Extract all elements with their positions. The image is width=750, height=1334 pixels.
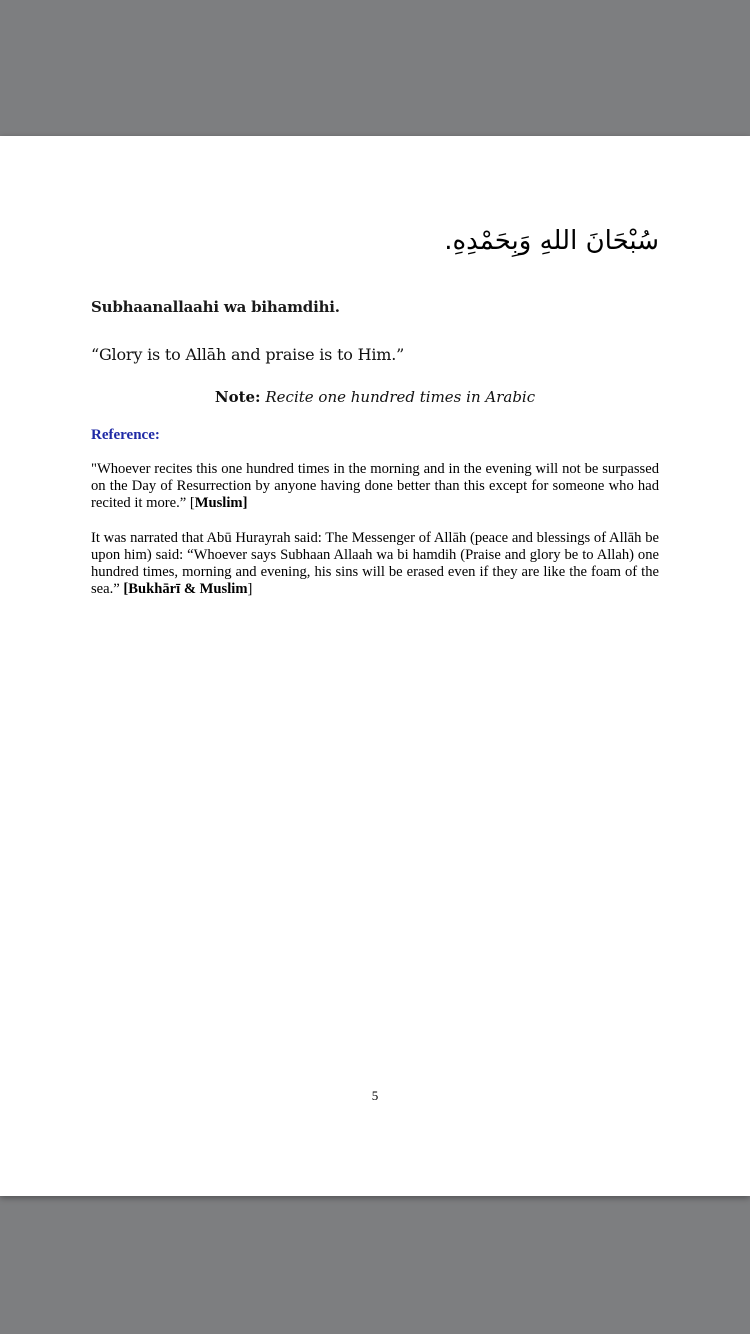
translation-text: “Glory is to Allāh and praise is to Him.”	[91, 345, 405, 364]
reference-paragraph-1	[91, 461, 659, 512]
document-page	[0, 136, 750, 1196]
arabic-dhikr-text: سُبْحَانَ اللهِ وَبِحَمْدِهِ.	[444, 226, 659, 256]
page-number: 5	[371, 1088, 379, 1103]
reference-paragraph-2	[91, 530, 659, 598]
paragraph-1-source: Muslim]	[194, 495, 248, 511]
paragraph-2-source: [Bukhārī & Muslim	[123, 581, 248, 597]
note-text: Recite one hundred times in Arabic	[265, 388, 536, 406]
reference-heading: Reference:	[91, 427, 160, 443]
paragraph-1-text: "Whoever recites this one hundred times in the morning and in the evening will not be surpassed on the Day of Resurrection by anyone having done better than this except for someone who had recited it more.” [	[91, 461, 659, 511]
transliteration-text: Subhaanallaahi wa bihamdihi.	[91, 298, 340, 316]
paragraph-2-text: It was narrated that Abū Hurayrah said: The Messenger of Allāh (peace and blessings of Allāh be upon him) said: “Whoever says Subhaan Allaah wa bi hamdih (Praise and glory be to Allah) one hundred times, morning and evening, his sins will be erased even if they are like the foam of the sea.”	[91, 530, 659, 597]
note-label: Note:	[214, 388, 261, 406]
paragraph-2-closing: ]	[247, 581, 253, 597]
note-line	[0, 388, 750, 406]
